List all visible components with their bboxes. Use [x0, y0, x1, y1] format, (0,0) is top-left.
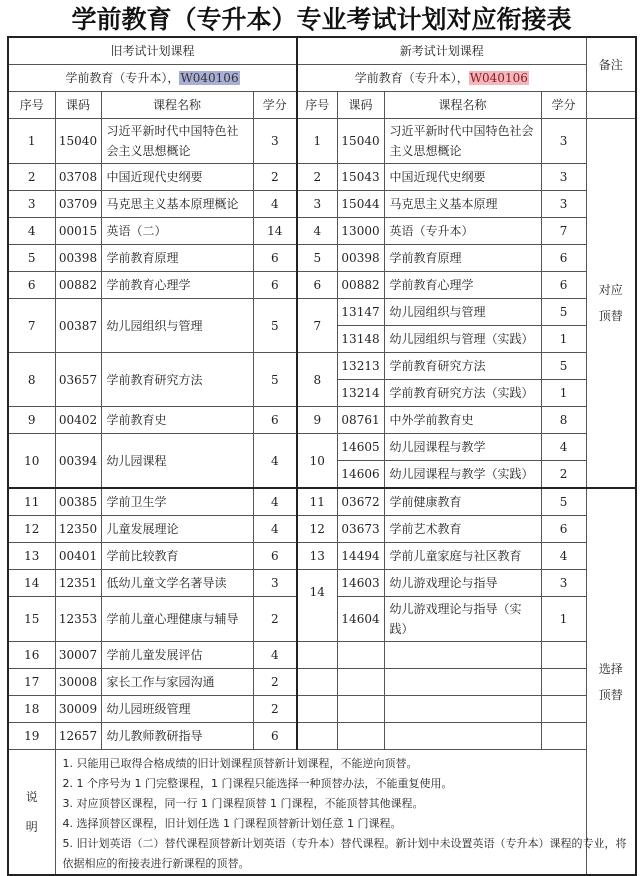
new-seq: 7	[297, 299, 337, 353]
notes-row	[8, 750, 636, 876]
old-credit: 5	[253, 299, 297, 353]
new-code: 14605	[337, 434, 384, 461]
col-header-old-code: 课码	[55, 92, 101, 119]
new-seq: 6	[297, 272, 337, 299]
old-name: 幼儿园班级管理	[101, 696, 253, 723]
new-name: 习近平新时代中国特色社会主义思想概论	[384, 119, 541, 164]
old-code: 30008	[55, 669, 101, 696]
old-code: 00402	[55, 407, 101, 434]
new-name-empty	[384, 723, 541, 750]
new-seq: 14	[297, 570, 337, 642]
remark-line-1: 对应	[598, 283, 623, 297]
new-code: 15043	[337, 164, 384, 191]
new-credit: 4	[541, 434, 586, 461]
old-code: 00882	[55, 272, 101, 299]
new-seq: 2	[297, 164, 337, 191]
old-credit: 6	[253, 245, 297, 272]
new-name-empty	[384, 696, 541, 723]
notes-label-line-2: 明	[25, 820, 38, 834]
new-seq: 10	[297, 434, 337, 489]
new-code: 14604	[337, 597, 384, 642]
old-credit: 6	[253, 723, 297, 750]
old-name: 学前比较教育	[101, 543, 253, 570]
new-plan-header: 新考试计划课程	[297, 37, 586, 65]
old-credit: 4	[253, 434, 297, 489]
new-seq: 8	[297, 353, 337, 407]
new-major-code: W040106	[469, 71, 528, 85]
table-row	[8, 543, 636, 570]
old-credit: 6	[253, 272, 297, 299]
new-name: 学前教育研究方法（实践）	[384, 380, 541, 407]
new-seq: 12	[297, 516, 337, 543]
new-major-prefix: 学前教育（专升本），	[354, 71, 469, 85]
new-name: 学前艺术教育	[384, 516, 541, 543]
new-code: 00882	[337, 272, 384, 299]
old-credit: 6	[253, 407, 297, 434]
new-code: 13148	[337, 326, 384, 353]
old-code: 12350	[55, 516, 101, 543]
new-seq: 4	[297, 218, 337, 245]
old-seq: 1	[8, 119, 55, 164]
old-seq: 13	[8, 543, 55, 570]
table-row	[8, 272, 636, 299]
new-name: 学前儿童家庭与社区教育	[384, 543, 541, 570]
old-credit: 4	[253, 642, 297, 669]
col-header-remark-empty	[586, 92, 636, 119]
remark-line-2: 顶替	[598, 309, 623, 323]
old-code: 12353	[55, 597, 101, 642]
old-seq: 11	[8, 488, 55, 516]
old-seq: 16	[8, 642, 55, 669]
old-name: 学前卫生学	[101, 488, 253, 516]
table-row	[8, 570, 636, 597]
note-item: 4. 选择顶替区课程，旧计划任选 1 门课程顶替新计划任意 1 门课程。	[62, 817, 402, 830]
old-name: 儿童发展理论	[101, 516, 253, 543]
old-seq: 18	[8, 696, 55, 723]
old-seq: 9	[8, 407, 55, 434]
page-title: 学前教育（专升本）专业考试计划对应衔接表	[71, 5, 572, 34]
notes-content	[55, 750, 636, 876]
table-row	[8, 669, 636, 696]
old-seq: 5	[8, 245, 55, 272]
course-mapping-table	[7, 36, 637, 876]
new-seq: 9	[297, 407, 337, 434]
col-header-new-code: 课码	[337, 92, 384, 119]
table-row	[8, 299, 636, 326]
old-seq: 17	[8, 669, 55, 696]
table-row	[8, 245, 636, 272]
old-credit: 5	[253, 353, 297, 407]
col-header-new-credit: 学分	[541, 92, 586, 119]
old-code: 00394	[55, 434, 101, 489]
old-seq: 8	[8, 353, 55, 407]
new-credit: 8	[541, 407, 586, 434]
new-credit-empty	[541, 696, 586, 723]
old-credit: 2	[253, 164, 297, 191]
old-code: 15040	[55, 119, 101, 164]
old-code: 12657	[55, 723, 101, 750]
old-code: 12351	[55, 570, 101, 597]
old-code: 00401	[55, 543, 101, 570]
new-code: 15040	[337, 119, 384, 164]
table-row	[8, 696, 636, 723]
new-credit: 3	[541, 570, 586, 597]
old-name: 幼儿园课程	[101, 434, 253, 489]
table-row	[8, 218, 636, 245]
table-row	[8, 407, 636, 434]
table-row	[8, 119, 636, 164]
new-name: 幼儿园课程与教学（实践）	[384, 461, 541, 489]
new-credit: 3	[541, 119, 586, 164]
remark-line-1: 选择	[598, 661, 623, 676]
new-name-empty	[384, 669, 541, 696]
new-name: 幼儿游戏理论与指导	[384, 570, 541, 597]
new-name: 中国近现代史纲要	[384, 164, 541, 191]
old-plan-header: 旧考试计划课程	[8, 37, 297, 65]
new-credit-empty	[541, 642, 586, 669]
old-name: 低幼儿童文学名著导读	[101, 570, 253, 597]
old-seq: 10	[8, 434, 55, 489]
new-code-empty	[337, 642, 384, 669]
note-item: 3. 对应顶替区课程，同一行 1 门课程顶替 1 门课程，不能顶替其他课程。	[62, 797, 424, 810]
old-seq: 4	[8, 218, 55, 245]
new-credit: 6	[541, 516, 586, 543]
new-seq-empty	[297, 642, 337, 669]
remark-header: 备注	[586, 37, 636, 92]
old-credit: 2	[253, 696, 297, 723]
old-code: 03709	[55, 191, 101, 218]
old-seq: 7	[8, 299, 55, 353]
new-code-empty	[337, 696, 384, 723]
col-header-new-seq: 序号	[297, 92, 337, 119]
col-header-old-credit: 学分	[253, 92, 297, 119]
old-code: 30009	[55, 696, 101, 723]
old-credit: 4	[253, 488, 297, 516]
new-code: 14606	[337, 461, 384, 489]
table-row	[8, 723, 636, 750]
old-name: 学前儿童发展评估	[101, 642, 253, 669]
old-code: 00015	[55, 218, 101, 245]
new-credit: 1	[541, 380, 586, 407]
old-name: 幼儿园组织与管理	[101, 299, 253, 353]
new-code: 14603	[337, 570, 384, 597]
new-credit: 6	[541, 272, 586, 299]
new-code: 13214	[337, 380, 384, 407]
new-name: 马克思主义基本原理	[384, 191, 541, 218]
col-header-new-name: 课程名称	[384, 92, 541, 119]
table-row	[8, 164, 636, 191]
old-name: 学前儿童心理健康与辅导	[101, 597, 253, 642]
table-row	[8, 434, 636, 461]
new-code: 00398	[337, 245, 384, 272]
new-name: 幼儿园课程与教学	[384, 434, 541, 461]
old-code: 03708	[55, 164, 101, 191]
old-name: 学前教育史	[101, 407, 253, 434]
note-item: 5. 旧计划英语（二）替代课程顶替新计划英语（专升本）替代课程。新计划中未设置英语（专升本）课程的专业，将依据相应的衔接表进行新课程的顶替。	[62, 837, 627, 870]
new-credit: 3	[541, 191, 586, 218]
new-credit: 5	[541, 488, 586, 516]
table-row	[8, 488, 636, 516]
new-code: 03673	[337, 516, 384, 543]
new-name: 学前健康教育	[384, 488, 541, 516]
remark-line-2: 顶替	[598, 687, 623, 702]
new-code: 13213	[337, 353, 384, 380]
new-name: 学前教育心理学	[384, 272, 541, 299]
old-name: 中国近现代史纲要	[101, 164, 253, 191]
old-major-prefix: 学前教育（专升本），	[65, 71, 180, 85]
old-name: 英语（二）	[101, 218, 253, 245]
old-credit: 4	[253, 191, 297, 218]
old-code: 00387	[55, 299, 101, 353]
new-credit-empty	[541, 669, 586, 696]
old-name: 家长工作与家园沟通	[101, 669, 253, 696]
table-row	[8, 642, 636, 669]
new-credit-empty	[541, 723, 586, 750]
new-name: 英语（专升本）	[384, 218, 541, 245]
table-row	[8, 191, 636, 218]
new-code: 03672	[337, 488, 384, 516]
new-credit: 1	[541, 597, 586, 642]
old-code: 00398	[55, 245, 101, 272]
old-code: 30007	[55, 642, 101, 669]
new-credit: 1	[541, 326, 586, 353]
old-major-label	[8, 65, 297, 92]
old-name: 学前教育原理	[101, 245, 253, 272]
new-credit: 6	[541, 245, 586, 272]
new-name: 幼儿游戏理论与指导（实践）	[384, 597, 541, 642]
old-code: 03657	[55, 353, 101, 407]
new-code-empty	[337, 669, 384, 696]
old-name: 习近平新时代中国特色社会主义思想概论	[101, 119, 253, 164]
old-seq: 12	[8, 516, 55, 543]
new-name: 学前教育研究方法	[384, 353, 541, 380]
new-code: 13000	[337, 218, 384, 245]
table-row	[8, 353, 636, 380]
new-seq: 5	[297, 245, 337, 272]
old-seq: 6	[8, 272, 55, 299]
old-major-code: W040106	[180, 71, 239, 85]
new-seq: 3	[297, 191, 337, 218]
new-credit: 7	[541, 218, 586, 245]
old-credit: 3	[253, 570, 297, 597]
table-row	[8, 516, 636, 543]
old-seq: 14	[8, 570, 55, 597]
old-seq: 3	[8, 191, 55, 218]
new-seq: 1	[297, 119, 337, 164]
new-credit: 5	[541, 299, 586, 326]
new-name: 学前教育原理	[384, 245, 541, 272]
new-seq: 13	[297, 543, 337, 570]
col-header-old-name: 课程名称	[101, 92, 253, 119]
old-code: 00385	[55, 488, 101, 516]
old-seq: 2	[8, 164, 55, 191]
new-code: 14494	[337, 543, 384, 570]
new-seq-empty	[297, 669, 337, 696]
note-item: 2. 1 个序号为 1 门完整课程，1 门课程只能选择一种顶替办法，不能重复使用。	[62, 777, 453, 790]
new-name: 幼儿园组织与管理（实践）	[384, 326, 541, 353]
new-credit: 3	[541, 164, 586, 191]
notes-label	[8, 750, 55, 876]
new-code: 13147	[337, 299, 384, 326]
new-name: 中外学前教育史	[384, 407, 541, 434]
note-item: 1. 只能用已取得合格成绩的旧计划课程顶替新计划课程，不能逆向顶替。	[62, 757, 418, 770]
new-credit: 2	[541, 461, 586, 489]
remark-corresponding	[586, 119, 636, 489]
old-credit: 4	[253, 516, 297, 543]
new-credit: 5	[541, 353, 586, 380]
notes-label-line-1: 说	[25, 790, 38, 804]
old-credit: 14	[253, 218, 297, 245]
new-name-empty	[384, 642, 541, 669]
new-name: 幼儿园组织与管理	[384, 299, 541, 326]
old-name: 幼儿教师教研指导	[101, 723, 253, 750]
new-seq-empty	[297, 723, 337, 750]
old-name: 学前教育心理学	[101, 272, 253, 299]
new-credit: 4	[541, 543, 586, 570]
new-code-empty	[337, 723, 384, 750]
old-credit: 6	[253, 543, 297, 570]
new-seq-empty	[297, 696, 337, 723]
old-name: 学前教育研究方法	[101, 353, 253, 407]
new-code: 08761	[337, 407, 384, 434]
old-name: 马克思主义基本原理概论	[101, 191, 253, 218]
new-major-label	[297, 65, 586, 92]
old-credit: 2	[253, 669, 297, 696]
old-credit: 2	[253, 597, 297, 642]
old-seq: 19	[8, 723, 55, 750]
new-code: 15044	[337, 191, 384, 218]
col-header-old-seq: 序号	[8, 92, 55, 119]
new-seq: 11	[297, 488, 337, 516]
old-credit: 3	[253, 119, 297, 164]
old-seq: 15	[8, 597, 55, 642]
